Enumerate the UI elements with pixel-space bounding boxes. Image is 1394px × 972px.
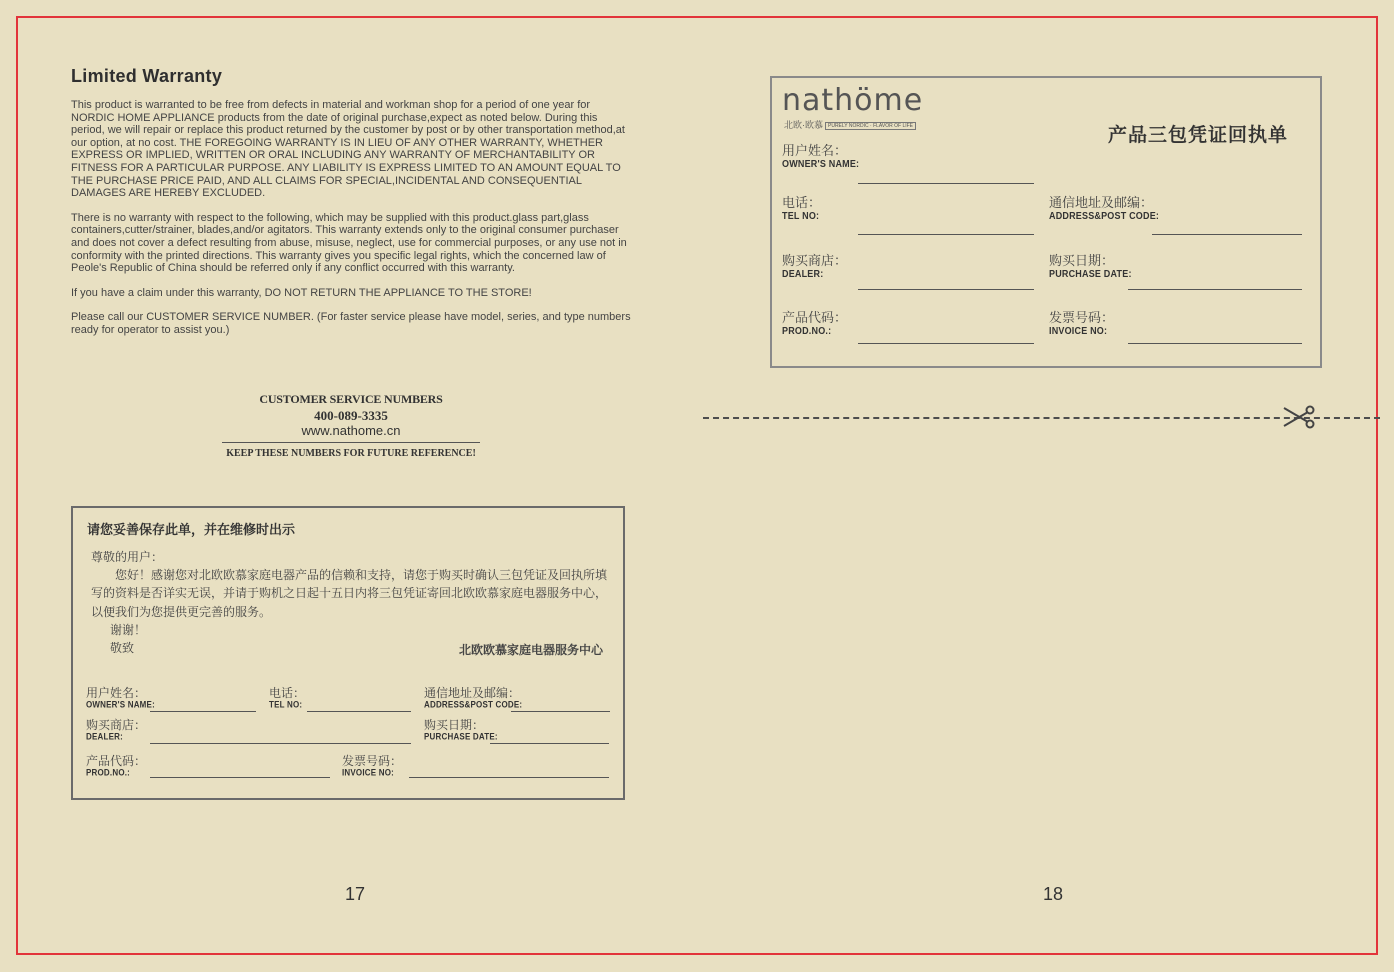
prod-no-label-zh: 产品代码： [782,310,848,325]
receipt-greeting: 尊敬的用户： [91,550,164,564]
address-label-zh: 通信地址及邮编： [424,686,521,700]
tel-label-zh: 电话： [782,195,822,210]
receipt-stub-left [71,506,625,800]
tel-line[interactable] [858,234,1034,235]
owner-name-line[interactable] [858,183,1034,184]
page-number-right: 18 [1043,884,1064,904]
dealer-field [782,254,847,278]
prod-no-line[interactable] [150,777,330,778]
warranty-paragraph: If you have a claim under this warranty, DO NOT RETURN THE APPLIANCE TO THE STORE! [71,286,532,299]
receipt-thanks: 谢谢！ [110,623,147,637]
cut-line [703,417,1380,419]
owner-name-label-zh: 用户姓名： [782,143,848,158]
tel-line[interactable] [307,711,411,712]
tel-label-en: TEL NO: [782,210,820,221]
owner-name-field [782,144,859,168]
address-label-zh: 通信地址及邮编： [1049,195,1154,210]
brand-tagline: PURELY NORDIC · FLAVOR OF LIFE [825,122,916,130]
brand-subtitle-zh: 北欧·欧慕 [784,120,823,130]
customer-service-block [222,392,480,459]
page-number-left: 17 [345,884,366,904]
receipt-title: 请您妥善保存此单，并在维修时出示 [87,522,296,537]
prod-no-field [782,311,847,335]
invoice-no-field [1049,311,1114,335]
purchase-date-field [424,718,498,742]
warranty-paragraph: There is no warranty with respect to the following, which may be supplied with this product.glass part,glass containers,cutter/strainer, blades,and/or agitators. This warranty extends only to the original consumer purchaser and does not cover a defect resulting from abuse, misuse, neglect, use for commercial purposes, or any use not in conformity with the printed directions. This warranty gives you specific legal rights, which the concerned law of Peole's Republic of China should be referred only if any conflict occurred with this warranty. [71,211,627,275]
brand-subtitle [784,118,916,131]
receipt-card-right [770,76,1322,368]
service-website: www.nathome.cn [301,423,401,438]
purchase-date-label-en: PURCHASE DATE: [1049,268,1132,279]
purchase-date-label-en: PURCHASE DATE: [424,732,498,742]
invoice-no-label-zh: 发票号码： [342,754,403,768]
dealer-label-zh: 购买商店： [86,718,147,732]
dealer-label-en: DEALER: [782,268,824,279]
invoice-no-label-en: INVOICE NO: [342,768,394,778]
owner-name-line[interactable] [150,711,256,712]
tel-field [782,196,821,220]
owner-name-label-en: OWNER'S NAME: [782,158,860,169]
address-field [424,686,522,710]
invoice-no-label-en: INVOICE NO: [1049,325,1108,336]
prod-no-label-zh: 产品代码： [86,754,147,768]
tel-label-en: TEL NO: [269,700,303,710]
prod-no-field [86,754,146,778]
dealer-label-zh: 购买商店： [782,253,848,268]
service-heading: CUSTOMER SERVICE NUMBERS [259,392,443,406]
prod-no-label-en: PROD.NO.: [782,325,832,336]
tel-label-zh: 电话： [269,686,306,700]
address-line[interactable] [511,711,610,712]
invoice-no-label-zh: 发票号码： [1049,310,1115,325]
dealer-label-en: DEALER: [86,732,123,742]
service-phone: 400-089-3335 [314,408,388,423]
dealer-line[interactable] [858,289,1034,290]
receipt-regards: 敬致 [110,641,135,655]
owner-name-field [86,686,155,710]
owner-name-label-en: OWNER'S NAME: [86,700,155,710]
scissors-icon [1282,404,1316,437]
divider [222,442,480,443]
receipt-body: 您好！感谢您对北欧欧慕家庭电器产品的信赖和支持，请您于购买时确认三包凭证及回执所填写的资料是否详实无误，并请于购机之日起十五日内将三包凭证寄回北欧欧慕家庭电器服务中心，以便我们为您提供更完善的服务。 [91,568,608,619]
purchase-date-label-zh: 购买日期： [1049,253,1115,268]
brand-wordmark: nathöme [782,83,924,118]
warranty-title: Limited Warranty [71,66,223,86]
receipt-card-title: 产品三包凭证回执单 [1107,125,1288,146]
receipt-service-center: 北欧欧慕家庭电器服务中心 [458,643,603,657]
owner-name-label-zh: 用户姓名： [86,686,147,700]
dealer-line[interactable] [150,743,411,744]
dealer-field [86,718,146,742]
purchase-date-line[interactable] [1128,289,1302,290]
invoice-no-line[interactable] [409,777,609,778]
keep-note: KEEP THESE NUMBERS FOR FUTURE REFERENCE! [226,448,476,459]
address-field [1049,196,1159,220]
purchase-date-field [1049,254,1132,278]
brand-logo [782,83,924,130]
purchase-date-line[interactable] [490,743,609,744]
address-label-en: ADDRESS&POST CODE: [424,700,523,710]
warranty-paragraph: Please call our CUSTOMER SERVICE NUMBER. (For faster service please have model, series, and type numbers ready for operator to assist you.) [71,311,631,336]
tel-field [269,686,305,710]
invoice-no-field [342,754,402,778]
invoice-no-line[interactable] [1128,343,1302,344]
address-line[interactable] [1152,234,1302,235]
purchase-date-label-zh: 购买日期： [424,718,485,732]
warranty-body [71,99,631,349]
prod-no-line[interactable] [858,343,1034,344]
prod-no-label-en: PROD.NO.: [86,768,131,778]
warranty-paragraph: This product is warranted to be free from defects in material and workman shop for a period of one year for NORDIC HOME APPLIANCE products from the date of original purchase,expect as noted below. During this period, we will repair or replace this product returned by the customer by post or by other transportation method,at our option, at no cost. THE FOREGOING WARRANTY IS IN LIEU OF ANY OTHER WARRANTY, WHETHER EXPRESS OR IMPLIED, WRITTEN OR ORAL INCLUDING ANY WARRANTY OF MERCHANTABILITY OR FITNESS FOR A PARTICULAR PURPOSE. ANY LIABILITY IS EXPRESS LIMITED TO AN AMOUNT EQUAL TO THE PURCHASE PRICE PAID, AND ALL CLAIMS FOR SPECIAL,INCIDENTAL AND CONSEQUENTIAL DAMAGES ARE HEREBY EXCLUDED. [71,99,625,200]
address-label-en: ADDRESS&POST CODE: [1049,210,1160,221]
